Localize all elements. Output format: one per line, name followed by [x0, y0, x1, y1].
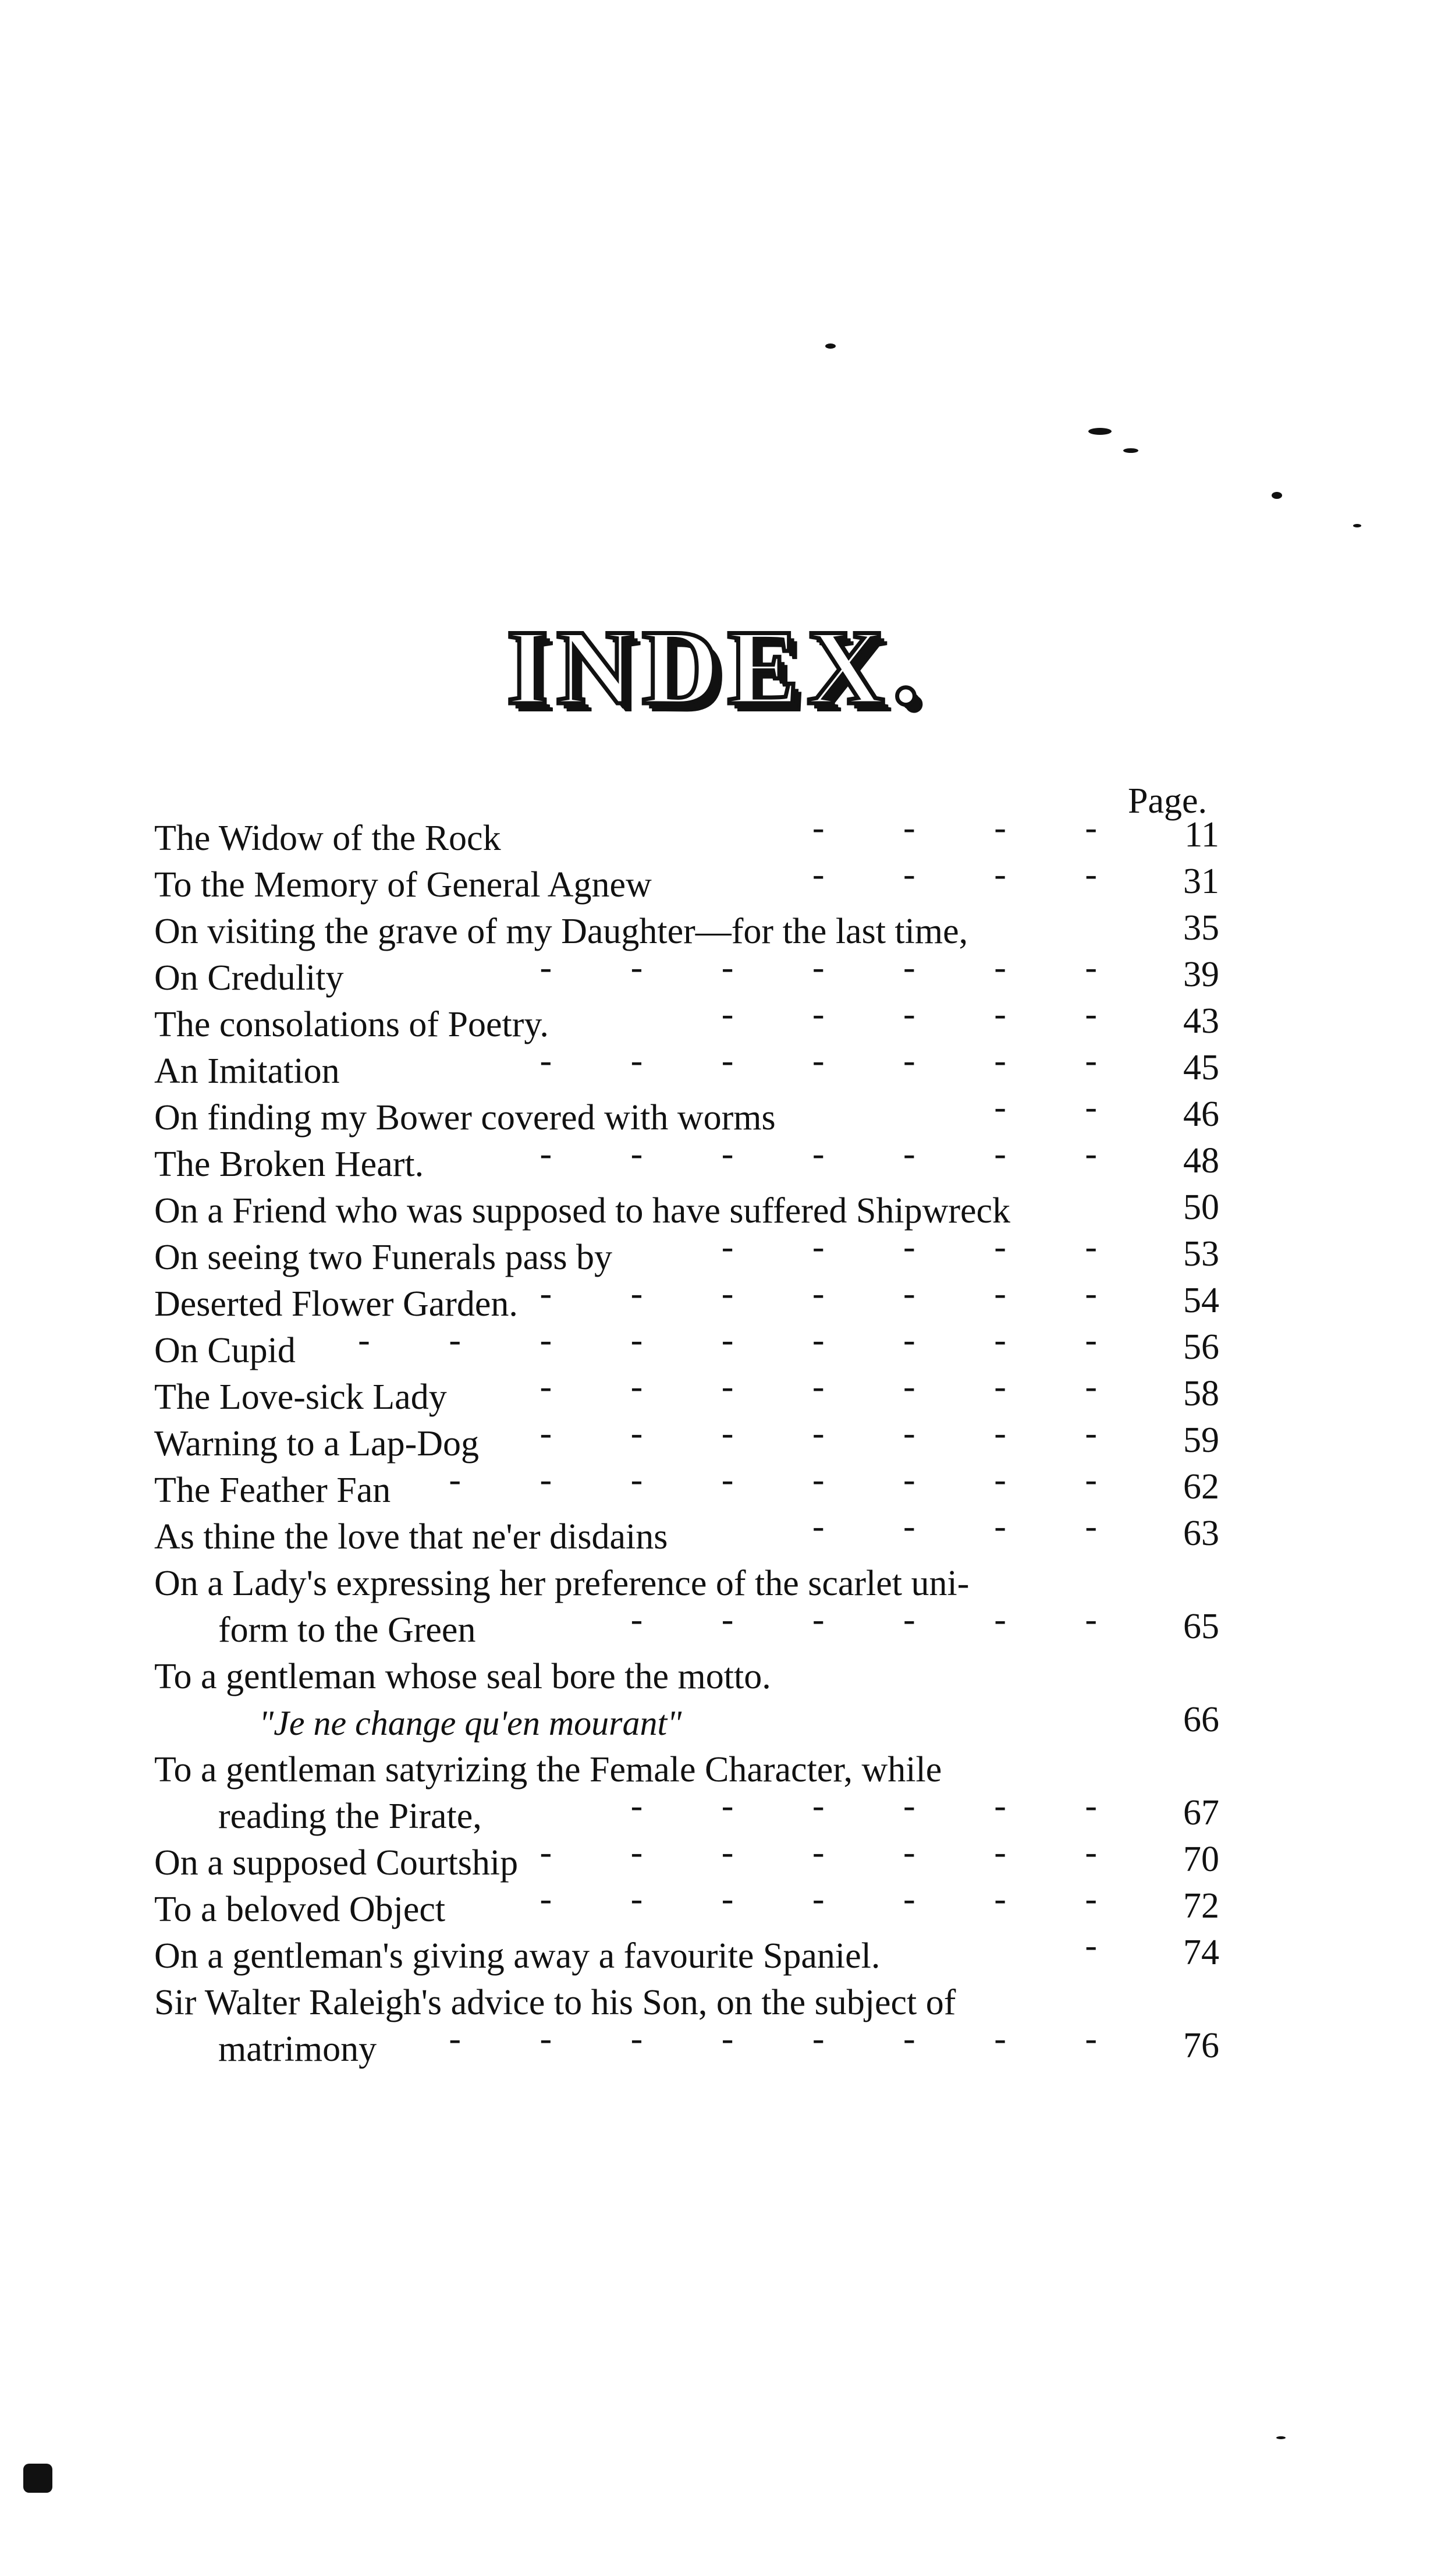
entry-motto: "Je ne change qu'en mourant" — [259, 1704, 682, 1742]
ink-speck — [1272, 492, 1282, 499]
entry-title: To a beloved Object — [154, 1890, 446, 1929]
entry-title: An Imitation — [154, 1051, 340, 1091]
entry-page: 48 — [1183, 1141, 1219, 1181]
entry-title: The Widow of the Rock — [154, 818, 501, 858]
index-entry — [154, 1507, 1219, 1560]
entry-page: 63 — [1183, 1514, 1219, 1553]
entry-title: On a gentleman's giving away a favourite Spaniel. — [154, 1936, 881, 1976]
index-entry — [154, 1879, 1219, 1933]
entry-continuation: reading the Pirate, — [218, 1797, 482, 1836]
index-entry — [154, 1979, 1219, 2072]
leader-dots: - - - - - - - — [539, 1413, 1132, 1453]
leader-dots: - - - - - — [721, 1227, 1132, 1267]
entry-page: 65 — [1183, 1607, 1219, 1646]
entry-page: 62 — [1183, 1467, 1219, 1507]
entry-page: 50 — [1183, 1188, 1219, 1227]
index-entry — [154, 1653, 1219, 1746]
entry-page: 74 — [1183, 1933, 1219, 1972]
entry-page: 58 — [1183, 1374, 1219, 1413]
leader-dots: - — [1085, 1926, 1132, 1965]
entry-title: The Broken Heart. — [154, 1145, 424, 1184]
entry-page: 66 — [1183, 1700, 1219, 1739]
leader-dots: - - - - - - — [630, 1600, 1132, 1639]
entry-title: Warning to a Lap-Dog — [154, 1424, 479, 1464]
entry-page: 46 — [1183, 1094, 1219, 1134]
index-entry — [154, 1926, 1219, 1979]
leader-dots: - - - - - - - — [539, 948, 1132, 987]
leader-dots: - - - - — [812, 1507, 1132, 1546]
entry-page: 39 — [1183, 955, 1219, 994]
leader-dots: - - - - - - - - - — [358, 1320, 1132, 1360]
index-entry — [154, 855, 1219, 908]
entry-page: 72 — [1183, 1886, 1219, 1926]
leader-dots: - - - - - - — [630, 1786, 1132, 1826]
entry-page: 70 — [1183, 1840, 1219, 1879]
entry-page: 11 — [1184, 815, 1219, 855]
entry-page: 53 — [1183, 1234, 1219, 1274]
leader-dots: - - - - - - - — [539, 1041, 1132, 1080]
entry-page: 76 — [1183, 2026, 1219, 2065]
ink-speck — [1088, 428, 1112, 435]
index-entry — [154, 1134, 1219, 1188]
leader-dots: - - - - - — [721, 994, 1132, 1034]
index-entries — [154, 808, 1219, 2072]
ink-speck — [23, 2464, 52, 2493]
entry-continuation: form to the Green — [218, 1610, 476, 1650]
ink-speck — [1353, 524, 1361, 527]
leader-dots: - - - - — [812, 808, 1132, 848]
entry-title: On a Lady's expressing her preference of the scarlet uni- — [154, 1564, 970, 1603]
entry-page: 59 — [1183, 1420, 1219, 1460]
entry-title: On a Friend who was supposed to have suffered Shipwreck — [154, 1191, 1011, 1231]
leader-dots: - - — [994, 1087, 1132, 1127]
entry-page: 31 — [1183, 862, 1219, 901]
entry-title: On visiting the grave of my Daughter—for the last time, — [154, 912, 968, 951]
entry-title: On finding my Bower covered with worms — [154, 1098, 776, 1138]
entry-title: The Love-sick Lady — [154, 1377, 447, 1417]
entry-title: On Credulity — [154, 958, 344, 998]
entry-title: On a supposed Courtship — [154, 1843, 519, 1883]
entry-title: On seeing two Funerals pass by — [154, 1238, 612, 1277]
entry-title: To the Memory of General Agnew — [154, 865, 652, 905]
leader-dots: - - - - — [812, 855, 1132, 894]
index-entry — [154, 1746, 1219, 1840]
index-entry — [154, 1560, 1219, 1653]
entry-title: Sir Walter Raleigh's advice to his Son, on the subject of — [154, 1983, 956, 2022]
entry-title: To a gentleman satyrizing the Female Character, while — [154, 1750, 942, 1790]
leader-dots: - - - - - - - — [539, 1367, 1132, 1406]
entry-title: The consolations of Poetry. — [154, 1005, 549, 1044]
entry-page: 35 — [1183, 908, 1219, 948]
ink-speck — [1123, 448, 1138, 453]
page-column-heading: Page. — [1127, 781, 1207, 821]
entry-continuation: matrimony — [218, 2029, 377, 2069]
entry-title: On Cupid — [154, 1331, 296, 1370]
leader-dots: - - - - - - - — [539, 1134, 1132, 1174]
entry-title: As thine the love that ne'er disdains — [154, 1517, 668, 1557]
ink-speck — [1276, 2436, 1286, 2439]
entry-page: 45 — [1183, 1048, 1219, 1087]
leader-dots: - - - - - - - - — [449, 2019, 1132, 2058]
entry-page: 54 — [1183, 1281, 1219, 1320]
leader-dots: - - - - - - - — [539, 1833, 1132, 1872]
entry-page: 43 — [1183, 1001, 1219, 1041]
entry-title: The Feather Fan — [154, 1471, 391, 1510]
page-title: INDEX. — [506, 608, 928, 727]
leader-dots: - - - - - - - — [539, 1274, 1132, 1313]
entry-title: To a gentleman whose seal bore the motto. — [154, 1657, 771, 1696]
ink-speck — [825, 343, 836, 349]
entry-title: Deserted Flower Garden. — [154, 1284, 518, 1324]
leader-dots: - - - - - - - — [539, 1879, 1132, 1919]
leader-dots: - - - - - - - - — [449, 1460, 1132, 1500]
entry-page: 67 — [1183, 1793, 1219, 1833]
entry-page: 56 — [1183, 1327, 1219, 1367]
